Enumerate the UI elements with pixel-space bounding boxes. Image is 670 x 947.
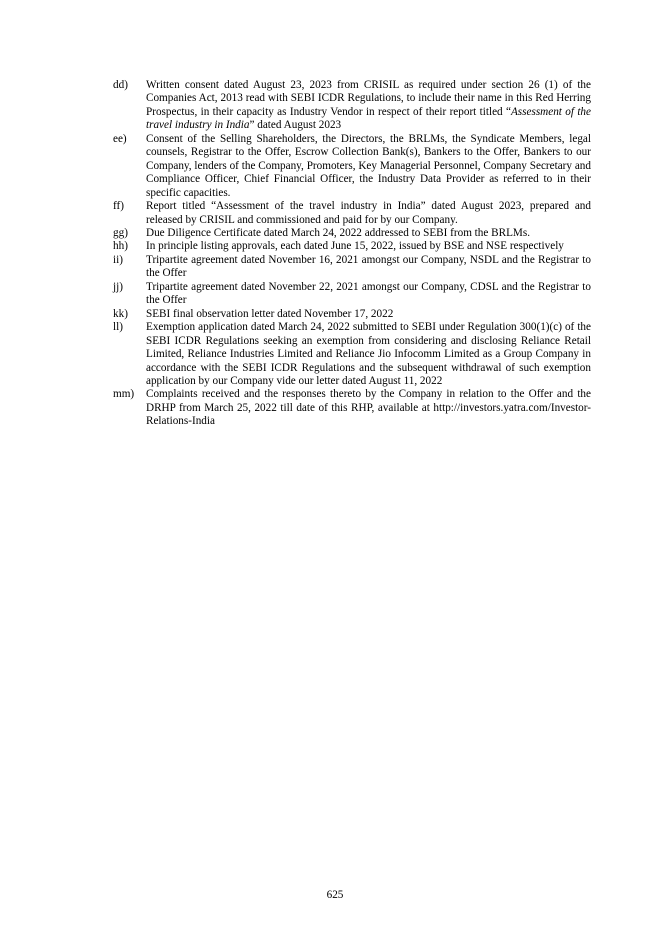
text-segment: SEBI final observation letter dated November 17, 2022 (146, 307, 394, 320)
item-text (146, 388, 591, 428)
url-text: http://investors.yatra.com/Investor-Relations-India (146, 401, 591, 428)
list-item (113, 240, 591, 253)
item-text (146, 200, 591, 227)
item-label: ll) (113, 321, 123, 334)
page-number: 625 (326, 889, 344, 901)
item-text (146, 281, 591, 308)
text-segment: Tripartite agreement dated November 22, 2021 amongst our Company, CDSL and the Registrar to the Offer (146, 280, 591, 307)
item-label: ee) (113, 132, 127, 145)
text-segment: In principle listing approvals, each dated June 15, 2022, issued by BSE and NSE respectively (146, 240, 564, 253)
text-segment: Due Diligence Certificate dated March 24, 2022 addressed to SEBI from the BRLMs. (146, 226, 531, 239)
text-segment: Exemption application dated March 24, 2022 submitted to SEBI under Regulation 300(1)(c) of the SEBI ICDR Regulations seeking an exemption from considering and disclosing Reliance Retail Limited, Reliance Industries Limited and Reliance Jio Infocomm Limited as a Group Company in accordance with the SEBI ICDR Regulations and the subsequent withdrawal of such exemption application by our Company vide our letter dated August 11, 2022 (146, 321, 591, 387)
item-label: gg) (113, 226, 128, 239)
list-item (113, 227, 591, 240)
list-item (113, 254, 591, 281)
list-item (113, 308, 591, 321)
item-label: ii) (113, 253, 123, 266)
list-item (113, 200, 591, 227)
item-text (146, 321, 591, 388)
list-item (113, 388, 591, 428)
text-segment: Tripartite agreement dated November 16, 2021 amongst our Company, NSDL and the Registrar to the Offer (146, 253, 591, 280)
item-label: dd) (113, 79, 128, 91)
text-segment: Written consent dated August 23, 2023 from CRISIL as required under section 26 (1) of the Companies Act, 2013 read with SEBI ICDR Regulations, to include their name in this Red Herring Prospectus, in their capacity as Industry Vendor in respect of their report titled “ (146, 79, 591, 118)
item-text (146, 133, 591, 200)
text-segment: Consent of the Selling Shareholders, the Directors, the BRLMs, the Syndicate Members, legal counsels, Registrar to the Offer, Escrow Collection Bank(s), Bankers to the Offer, Bankers to our Company, lenders of the Company, Promoters, Key Managerial Personnel, Company Secretary and Compliance Officer, Chief Financial Officer, the Industry Data Provider as referred to in their specific capacities. (146, 132, 591, 199)
item-text (146, 79, 591, 133)
item-text (146, 240, 591, 253)
item-label: hh) (113, 240, 128, 253)
text-segment: Assessment of the travel industry in India (146, 105, 591, 132)
text-segment: ” dated August 2023 (249, 119, 342, 132)
list-item (113, 281, 591, 308)
list-item (113, 321, 591, 388)
item-label: kk) (113, 307, 128, 320)
item-text (146, 227, 591, 240)
list-item (113, 79, 591, 133)
list-item (113, 133, 591, 200)
text-segment: Report titled “Assessment of the travel industry in India” dated August 2023, prepared and released by CRISIL and commissioned and paid for by our Company. (146, 200, 591, 226)
item-label: mm) (113, 388, 135, 401)
item-text (146, 254, 591, 281)
item-label: jj) (113, 280, 123, 293)
text-segment: Complaints received and the responses thereto by the Company in relation to the Offer and the DRHP from March 25, 2022 till date of this RHP, available at (146, 388, 591, 414)
document-list (113, 79, 591, 429)
item-label: ff) (113, 200, 124, 213)
item-text (146, 308, 591, 321)
